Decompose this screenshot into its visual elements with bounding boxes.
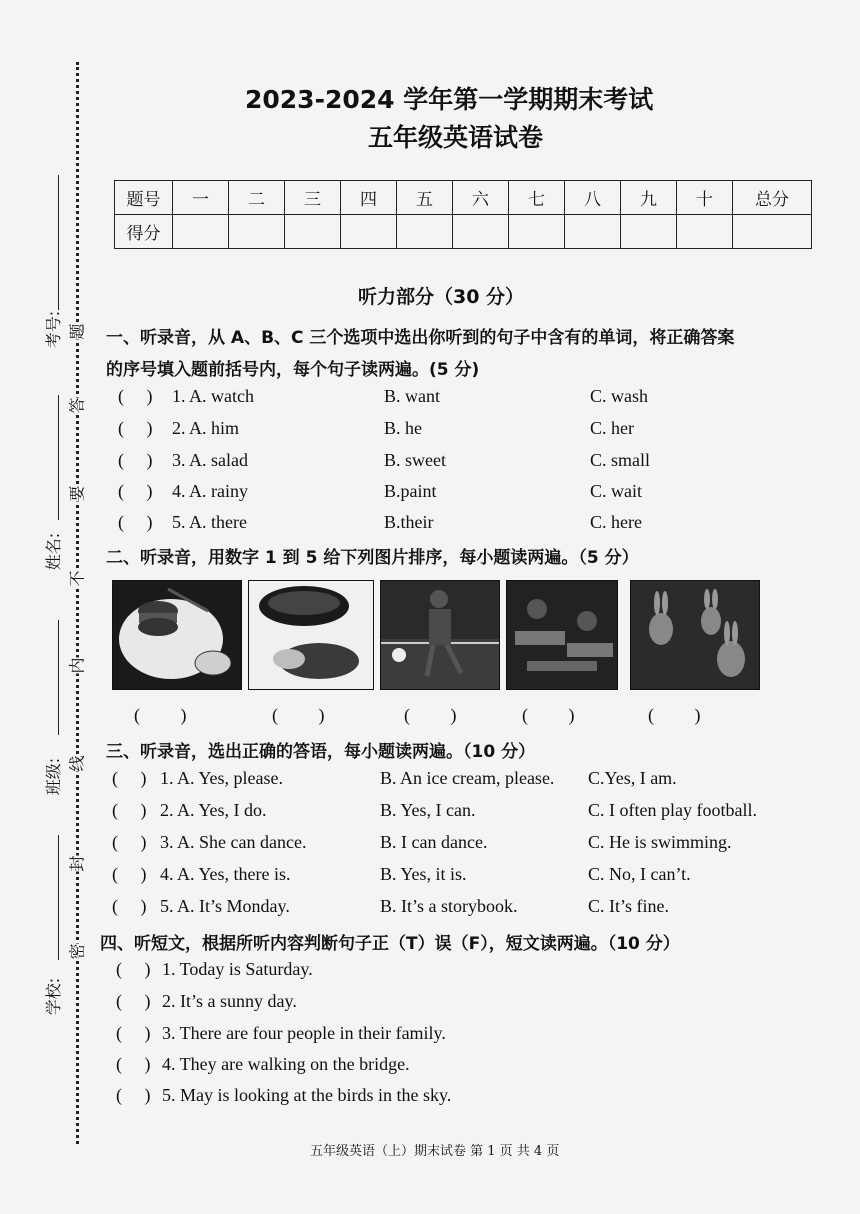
answer-paren[interactable]: ( ) — [116, 1023, 151, 1043]
answer-paren[interactable]: ( ) — [118, 418, 153, 438]
rabbit-icon — [631, 581, 759, 689]
score-cell[interactable] — [397, 215, 453, 249]
answer-paren[interactable]: ( ) — [118, 512, 153, 532]
option-b: B.paint — [384, 481, 437, 501]
section4-instruction: 四、听短文，根据所听内容判断句子正（T）误（F），短文读两遍。（10 分） — [100, 934, 680, 954]
order-answer-paren[interactable]: ( ) — [522, 705, 575, 725]
seal-word: 题 — [63, 323, 90, 339]
statement: 1. Today is Saturday. — [162, 959, 313, 979]
order-answer-paren[interactable]: ( ) — [648, 705, 701, 725]
statement: 2. It’s a sunny day. — [162, 991, 297, 1011]
score-cell[interactable] — [733, 215, 812, 249]
table-cell: 八 — [565, 181, 621, 215]
option-c: C. It’s fine. — [588, 896, 669, 916]
seal-word: 封 — [63, 855, 90, 871]
name-label: 姓名: — [44, 532, 64, 571]
answer-paren[interactable]: ( ) — [112, 832, 147, 852]
option-b: B. Yes, it is. — [380, 864, 467, 884]
football-icon — [381, 581, 499, 689]
answer-paren[interactable]: ( ) — [116, 1054, 151, 1074]
exam-title: 2023-2024 学年第一学期期末考试 — [245, 85, 654, 114]
section1-instruction: 一、听录音，从 A、B、C 三个选项中选出你听到的句子中含有的单词，将正确答案 — [106, 328, 735, 348]
class-label: 班级: — [44, 757, 64, 796]
score-table-header-row — [115, 181, 812, 215]
school-line[interactable] — [58, 835, 59, 960]
seal-word: 要 — [63, 485, 90, 501]
answer-paren[interactable]: ( ) — [112, 800, 147, 820]
option-c: C.Yes, I am. — [588, 768, 677, 788]
score-cell[interactable] — [677, 215, 733, 249]
option-c: C. I often play football. — [588, 800, 757, 820]
hamburger-icon — [113, 581, 241, 689]
seal-word: 内 — [63, 657, 90, 673]
option-a: 3. A. She can dance. — [160, 832, 307, 852]
classroom-picture — [506, 580, 618, 690]
table-cell: 四 — [341, 181, 397, 215]
option-a: 1. A. watch — [172, 386, 254, 406]
score-cell[interactable] — [229, 215, 285, 249]
option-c: C. here — [590, 512, 642, 532]
score-cell[interactable] — [509, 215, 565, 249]
option-a: 2. A. him — [172, 418, 240, 438]
seal-word: 线 — [63, 755, 90, 771]
score-cell[interactable] — [173, 215, 229, 249]
option-c: C. wash — [590, 386, 648, 406]
section3-instruction: 三、听录音，选出正确的答语，每小题读两遍。（10 分） — [106, 742, 536, 762]
option-b: B.their — [384, 512, 434, 532]
option-b: B. It’s a storybook. — [380, 896, 518, 916]
option-a: 3. A. salad — [172, 450, 248, 470]
option-a: 4. A. Yes, there is. — [160, 864, 291, 884]
statement: 4. They are walking on the bridge. — [162, 1054, 410, 1074]
table-cell: 九 — [621, 181, 677, 215]
option-b: B. Yes, I can. — [380, 800, 476, 820]
seal-word: 密 — [63, 943, 90, 959]
answer-paren[interactable]: ( ) — [112, 896, 147, 916]
listening-heading: 听力部分（30 分） — [358, 286, 525, 308]
school-label: 学校: — [44, 977, 64, 1016]
answer-paren[interactable]: ( ) — [118, 386, 153, 406]
table-cell: 得分 — [115, 215, 173, 249]
option-c: C. her — [590, 418, 634, 438]
option-a: 5. A. It’s Monday. — [160, 896, 290, 916]
score-table — [114, 180, 812, 249]
table-cell: 五 — [397, 181, 453, 215]
answer-paren[interactable]: ( ) — [116, 1085, 151, 1105]
option-c: C. No, I can’t. — [588, 864, 691, 884]
table-cell: 六 — [453, 181, 509, 215]
table-cell: 三 — [285, 181, 341, 215]
classroom-icon — [507, 581, 617, 689]
table-cell: 一 — [173, 181, 229, 215]
option-b: B. want — [384, 386, 440, 406]
option-a: 5. A. there — [172, 512, 247, 532]
option-c: C. wait — [590, 481, 642, 501]
exam-no-label: 考号: — [44, 310, 64, 349]
exam-subtitle: 五年级英语试卷 — [368, 123, 544, 152]
answer-paren[interactable]: ( ) — [112, 768, 147, 788]
food-bowl-picture — [248, 580, 374, 690]
statement: 3. There are four people in their family. — [162, 1023, 446, 1043]
table-cell: 七 — [509, 181, 565, 215]
statement: 5. May is looking at the birds in the sky. — [162, 1085, 452, 1105]
table-cell: 总分 — [733, 181, 812, 215]
answer-paren[interactable]: ( ) — [116, 959, 151, 979]
score-cell[interactable] — [285, 215, 341, 249]
bowl-icon — [249, 581, 373, 689]
option-b: B. I can dance. — [380, 832, 488, 852]
answer-paren[interactable]: ( ) — [118, 481, 153, 501]
score-cell[interactable] — [565, 215, 621, 249]
option-b: B. he — [384, 418, 422, 438]
score-table-score-row — [115, 215, 812, 249]
option-b: B. sweet — [384, 450, 446, 470]
table-cell: 十 — [677, 181, 733, 215]
option-a: 1. A. Yes, please. — [160, 768, 284, 788]
seal-word: 答 — [63, 397, 90, 413]
table-cell: 二 — [229, 181, 285, 215]
section2-instruction: 二、听录音，用数字 1 到 5 给下列图片排序，每小题读两遍。（5 分） — [106, 548, 639, 568]
rabbits-picture — [630, 580, 760, 690]
order-answer-paren[interactable]: ( ) — [404, 705, 457, 725]
option-c: C. small — [590, 450, 651, 470]
option-b: B. An ice cream, please. — [380, 768, 555, 788]
score-cell[interactable] — [341, 215, 397, 249]
seal-word: 不 — [63, 570, 90, 586]
hamburger-picture — [112, 580, 242, 690]
exam-no-line[interactable] — [58, 175, 59, 310]
score-cell[interactable] — [621, 215, 677, 249]
football-girl-picture — [380, 580, 500, 690]
score-cell[interactable] — [453, 215, 509, 249]
answer-paren[interactable]: ( ) — [116, 991, 151, 1011]
seal-dotted-line — [76, 62, 79, 1144]
option-a: 2. A. Yes, I do. — [160, 800, 267, 820]
table-cell: 题号 — [115, 181, 173, 215]
order-answer-paren[interactable]: ( ) — [134, 705, 187, 725]
option-c: C. He is swimming. — [588, 832, 732, 852]
answer-paren[interactable]: ( ) — [118, 450, 153, 470]
page-footer: 五年级英语（上）期末试卷 第 1 页 共 4 页 — [310, 1144, 560, 1159]
class-line[interactable] — [58, 620, 59, 735]
option-a: 4. A. rainy — [172, 481, 248, 501]
answer-paren[interactable]: ( ) — [112, 864, 147, 884]
order-answer-paren[interactable]: ( ) — [272, 705, 325, 725]
section1-instruction-cont: 的序号填入题前括号内，每个句子读两遍。(5 分) — [106, 360, 480, 380]
name-line[interactable] — [58, 395, 59, 520]
